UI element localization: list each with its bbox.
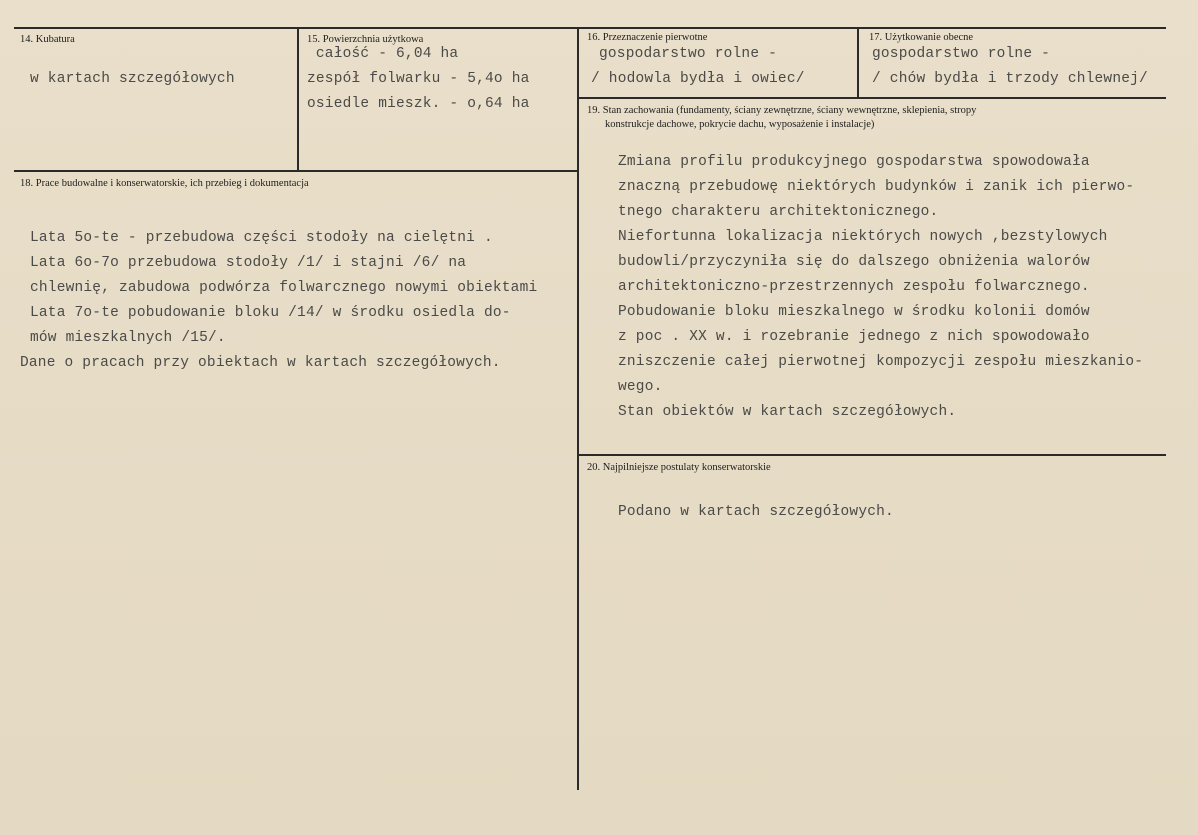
stan-line: zniszczenie całej pierwotnej kompozycji zespołu mieszkanio-	[618, 354, 1144, 370]
stan-line: Pobudowanie bloku mieszkalnego w środku kolonii domów	[618, 304, 1090, 320]
uzytkowanie-label: 17. Użytkowanie obecne	[869, 32, 974, 43]
powierzchnia-values	[307, 42, 530, 117]
powierzchnia-line: osiedle mieszk. - o,64 ha	[307, 96, 530, 112]
prace-line: mów mieszkalnych /15/.	[30, 330, 226, 346]
top-rule	[14, 27, 1166, 29]
stan-line: budowli/przyczyniła się do dalszego obniżenia walorów	[618, 254, 1090, 270]
uzytkowanie-line: gospodarstwo rolne -	[872, 46, 1051, 62]
prace-line: Lata 6o-7o przebudowa stodoły /1/ i stajni /6/ na	[30, 255, 467, 271]
przeznaczenie-label: 16. Przeznaczenie pierwotne	[587, 32, 708, 43]
stan-values	[618, 150, 1143, 425]
stan-line: tnego charakteru architektonicznego.	[618, 204, 939, 220]
uzytkowanie-values	[872, 42, 1148, 92]
postulaty-label: 20. Najpilniejsze postulaty konserwatorskie	[587, 462, 771, 473]
prace-line: Lata 5o-te - przebudowa części stodoły na cielętni .	[30, 230, 493, 246]
stan-line: wego.	[618, 379, 663, 395]
przeznaczenie-line: gospodarstwo rolne -	[599, 46, 778, 62]
stan-line: Zmiana profilu produkcyjnego gospodarstwa spowodowała	[618, 154, 1090, 170]
stan-label-line2: konstrukcje dachowe, pokrycie dachu, wyposażenie i instalacje)	[605, 119, 875, 130]
przeznaczenie-values	[591, 42, 805, 92]
prace-line: Dane o pracach przy obiektach w kartach szczegółowych.	[20, 355, 501, 371]
rule-above-20	[578, 454, 1166, 456]
prace-line: chlewnię, zabudowa podwórza folwarcznego nowymi obiektami	[30, 280, 538, 296]
stan-line: Stan obiektów w kartach szczegółowych.	[618, 404, 957, 420]
stan-line: znaczną przebudowę niektórych budynków i zanik ich pierwo-	[618, 179, 1135, 195]
divider-14-15	[297, 27, 299, 170]
rule-under-14-15	[14, 170, 577, 172]
rule-under-16-17	[578, 97, 1166, 99]
divider-16-17	[857, 27, 859, 97]
stan-line: Niefortunna lokalizacja niektórych nowych ,bezstylowych	[618, 229, 1108, 245]
main-divider	[577, 27, 579, 790]
uzytkowanie-line: / chów bydła i trzody chlewnej/	[872, 71, 1148, 87]
postulaty-value: Podano w kartach szczegółowych.	[618, 504, 894, 520]
stan-label-line1: 19. Stan zachowania (fundamenty, ściany zewnętrzne, ściany wewnętrzne, sklepienia, stropy	[587, 105, 977, 116]
prace-values	[20, 226, 537, 376]
przeznaczenie-line: / hodowla bydła i owiec/	[591, 71, 805, 87]
powierzchnia-label: 15. Powierzchnia użytkowa	[307, 34, 424, 45]
powierzchnia-line: całość - 6,04 ha	[307, 46, 459, 62]
powierzchnia-line: zespół folwarku - 5,4o ha	[307, 71, 530, 87]
prace-line: Lata 7o-te pobudowanie bloku /14/ w środku osiedla do-	[30, 305, 511, 321]
stan-line: architektoniczno-przestrzennych zespołu folwarcznego.	[618, 279, 1090, 295]
prace-label: 18. Prace budowalne i konserwatorskie, ich przebieg i dokumentacja	[20, 178, 309, 189]
stan-line: z poc . XX w. i rozebranie jednego z nich spowodowało	[618, 329, 1090, 345]
kubatura-value: w kartach szczegółowych	[30, 71, 235, 87]
kubatura-label: 14. Kubatura	[20, 34, 75, 45]
